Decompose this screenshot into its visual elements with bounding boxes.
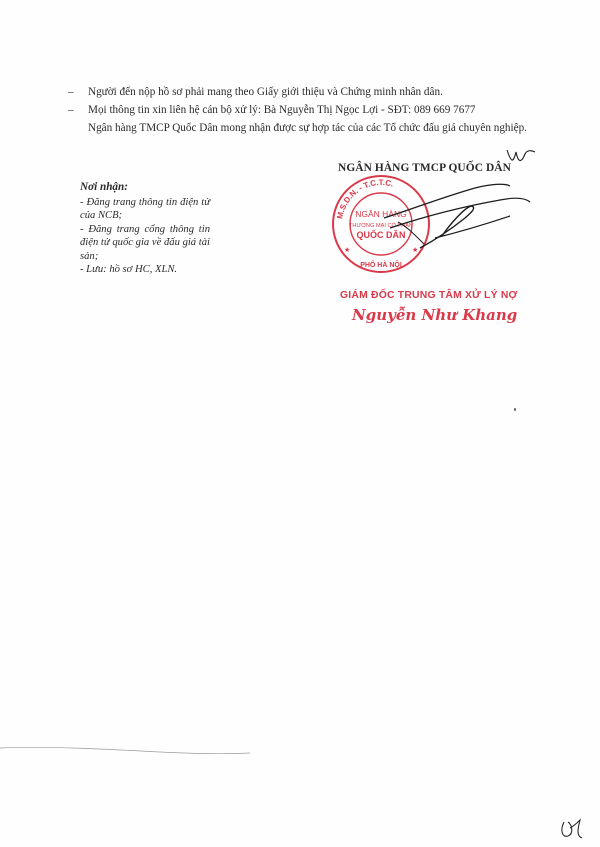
recipient-item: - Lưu: hồ sơ HC, XLN. [80,264,178,275]
recipient-item: - Đăng trang cổng thông tin điện tử quốc gia về đấu giá tài sản; [80,223,210,262]
seal-inner-bottom: QUỐC DÂN [356,230,406,240]
signer-position: GIÁM ĐỐC TRUNG TÂM XỬ LÝ NỢ [340,290,518,301]
handwritten-signature-icon [380,178,540,258]
seal-inner-top: NGÂN HÀNG [355,209,407,219]
svg-text:★: ★ [412,246,419,254]
page-initial-icon [558,816,586,842]
recipients-title: Nơi nhận: [80,181,128,193]
scan-speck [514,408,516,411]
notes-section [68,83,548,137]
note-item [68,83,548,101]
recipient-item: - Đăng trang thông tin điện tử của NCB; [80,196,210,221]
scan-artifact-line-icon [0,738,250,758]
bullet-dash: – [68,104,74,116]
note-text: Người đến nộp hồ sơ phải mang theo Giấy giới thiệu và Chứng minh nhân dân. [88,86,443,98]
closing-paragraph: Ngân hàng TMCP Quốc Dân mong nhận được sự hợp tác của các Tổ chức đấu giá chuyên nghiệp. [88,122,527,134]
note-text: Mọi thông tin xin liên hệ cán bộ xử lý: Bà Nguyễn Thị Ngọc Lợi - SĐT: 089 669 7677 [88,104,476,116]
svg-text:★: ★ [344,246,351,254]
note-item [68,101,548,119]
organization-name: NGÂN HÀNG TMCP QUỐC DÂN [338,162,511,174]
signer-name: Nguyễn Như Khang [352,306,518,324]
recipients-section [80,181,210,277]
seal-city: PHỐ HÀ NỘI [360,262,402,269]
bullet-dash: – [68,86,74,98]
initial-mark-icon [505,146,539,168]
seal-outer-text: M.S.D.N. - T.C.T.C. [335,177,395,220]
seal-inner-middle: THƯƠNG MẠI CỔ PHẦN [349,223,413,229]
